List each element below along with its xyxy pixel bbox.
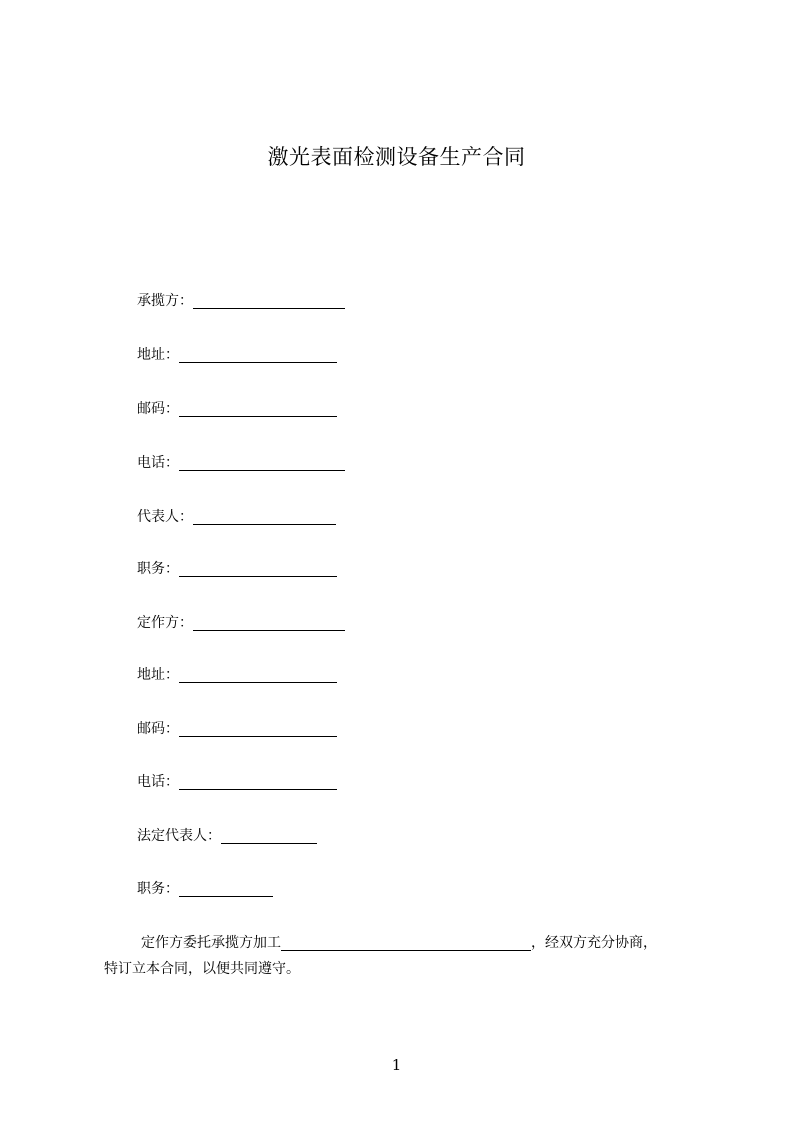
orderer-legal-representative-label: 法定代表人：	[137, 828, 221, 844]
contractor-position-blank[interactable]	[179, 560, 337, 577]
orderer-legal-representative-blank[interactable]	[221, 827, 317, 844]
contractor-postcode-label: 邮码：	[137, 401, 179, 417]
contractor-phone-field	[137, 451, 345, 473]
contractor-phone-label: 电话：	[137, 455, 179, 471]
contractor-representative-blank[interactable]	[193, 508, 336, 525]
contractor-postcode-blank[interactable]	[179, 400, 337, 417]
orderer-address-blank[interactable]	[179, 666, 337, 683]
contractor-address-field	[137, 343, 337, 365]
contractor-address-blank[interactable]	[179, 346, 337, 363]
contractor-representative-label: 代表人：	[137, 509, 193, 525]
orderer-postcode-label: 邮码：	[137, 721, 179, 737]
contractor-label: 承揽方：	[137, 293, 193, 309]
contractor-blank[interactable]	[193, 292, 345, 309]
orderer-address-field	[137, 663, 337, 685]
contractor-field	[137, 289, 345, 311]
orderer-postcode-field	[137, 717, 337, 739]
intro-paragraph-line-1	[141, 931, 657, 953]
orderer-address-label: 地址：	[137, 667, 179, 683]
contractor-position-field	[137, 557, 337, 579]
orderer-position-field	[137, 877, 273, 899]
contractor-postcode-field	[137, 397, 337, 419]
orderer-blank[interactable]	[193, 614, 345, 631]
orderer-phone-label: 电话：	[137, 774, 179, 790]
orderer-phone-field	[137, 770, 337, 792]
intro-text-part-1: 定作方委托承揽方加工	[141, 935, 281, 951]
contractor-representative-field	[137, 505, 336, 527]
document-title: 激光表面检测设备生产合同	[267, 145, 526, 169]
intro-text-part-2: ，经双方充分协商，	[531, 935, 657, 951]
contractor-address-label: 地址：	[137, 347, 179, 363]
orderer-position-label: 职务：	[137, 881, 179, 897]
orderer-label: 定作方：	[137, 615, 193, 631]
page-number: 1	[391, 1056, 402, 1074]
intro-paragraph-line-2	[104, 957, 300, 979]
intro-text-line-2: 特订立本合同，以便共同遵守。	[104, 961, 300, 977]
orderer-position-blank[interactable]	[179, 880, 273, 897]
orderer-phone-blank[interactable]	[179, 773, 337, 790]
contractor-phone-blank[interactable]	[179, 454, 345, 471]
contractor-position-label: 职务：	[137, 561, 179, 577]
orderer-postcode-blank[interactable]	[179, 720, 337, 737]
orderer-field	[137, 611, 345, 633]
processing-item-blank[interactable]	[281, 934, 531, 951]
orderer-legal-representative-field	[137, 824, 317, 846]
